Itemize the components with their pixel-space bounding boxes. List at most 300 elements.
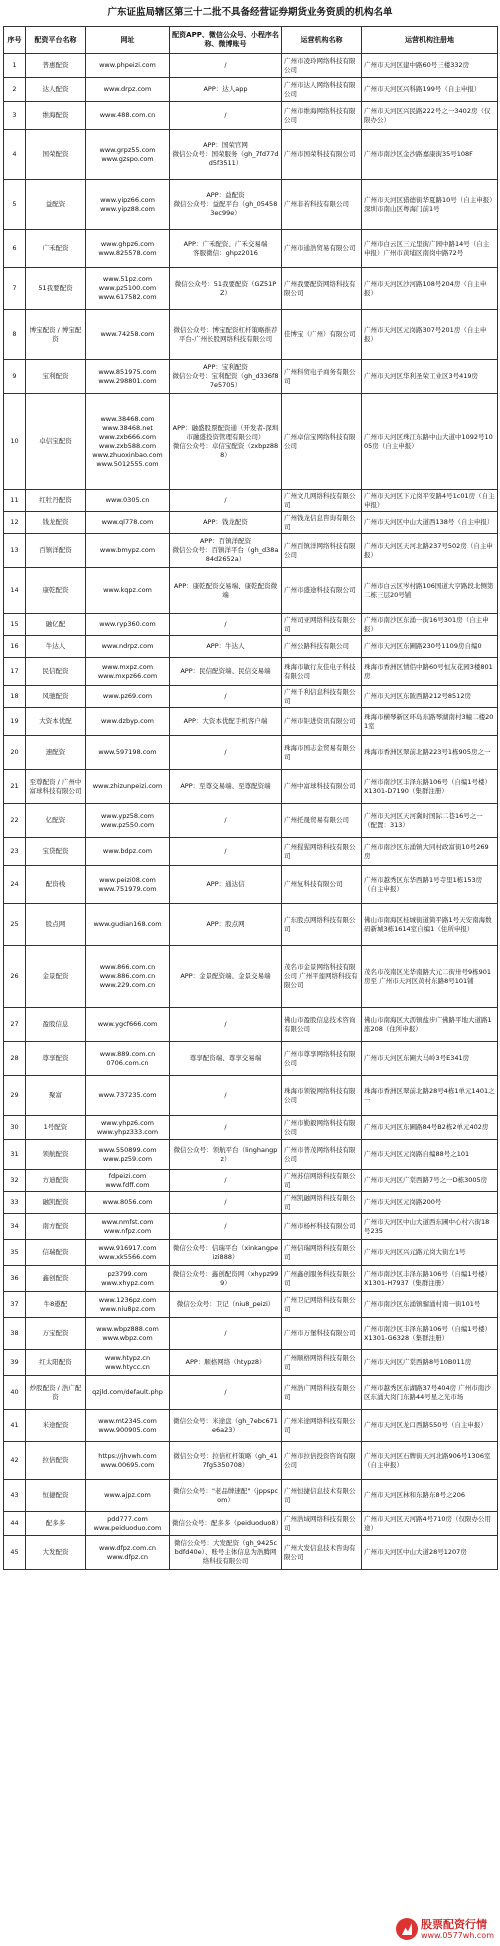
row-number: 3 [4,102,26,130]
row-addr: 广州市天河区林和东路东8号之206 [362,1480,498,1512]
table-row [4,1192,498,1214]
url-line: www.dfpz.com.cn [98,1543,157,1552]
app-line: APP：百镇洋配资 [199,537,252,545]
row-org: 广州市达人网络科技有限公司 [282,78,362,102]
row-platform: 万宝配资 [26,1318,86,1350]
url-line: pdd777.com [107,1514,148,1523]
row-addr: 广州市天河区龙口西路550号（自主申报） [362,1410,498,1442]
url-line: www.xhypz.com [101,1278,154,1287]
table-row [4,1292,498,1318]
row-platform: 拉倍配资 [26,1442,86,1480]
url-line: www.916917.com [98,1243,157,1252]
url-line: www.htycc.cn [105,1362,150,1371]
row-number: 32 [4,1170,26,1192]
row-addr: 珠海市香洲区翠前北路223号1栋905房之一 [362,736,498,770]
row-number: 33 [4,1192,26,1214]
row-platform: 牛达人 [26,636,86,658]
app-line: APP：通达信 [206,880,245,888]
url-line: www.pz5100.com [98,284,157,292]
row-number: 11 [4,490,26,512]
row-addr: 广州市南沙区金沙路嘉康街35号108F [362,130,498,180]
table-row [4,1350,498,1376]
row-addr: 广州市天河区华利圣荣工业区3号419房 [362,360,498,394]
row-app [170,686,282,708]
row-app [170,54,282,78]
app-line: 微信公众号："老品牌速配"（jppspcom） [172,1486,279,1504]
row-org: 广州市勤毅网络科技有限公司 [282,1116,362,1140]
url-line: www.yhpz333.com [96,1127,159,1136]
url-line: www.htypz.cn [104,1353,151,1362]
row-addr: 广州市天河区东陂西路212号8512房 [362,686,498,708]
row-app [170,1376,282,1410]
chart-logo-icon [396,1918,418,1940]
app-line: / [224,1198,227,1206]
row-org: 广州钱龙信息咨询有限公司 [282,512,362,534]
row-platform: 普惠配资 [26,54,86,78]
url-line: www.ndrpz.com [101,642,154,650]
row-url [86,686,170,708]
row-platform: 融亿配 [26,614,86,636]
app-line: / [224,1222,227,1230]
row-url [86,770,170,804]
table-row [4,534,498,568]
url-line: www.mxpz.com [101,662,154,671]
row-platform: 宝贷配资 [26,838,86,866]
row-number: 30 [4,1116,26,1140]
row-number: 39 [4,1350,26,1376]
row-url [86,1480,170,1512]
row-app [170,736,282,770]
app-line: 微信公众号：卓信宝配资（zxbpz888） [172,441,279,459]
row-url [86,102,170,130]
app-line: 客服微信：ghpz2016 [193,248,258,257]
row-org: 佳博宝（广州）有限公司 [282,310,362,360]
url-line: www.886.com.cn [99,972,156,980]
row-platform: 盈股信息 [26,1008,86,1042]
row-addr: 广州市天河区天河路4号710房（仅限办公用途） [362,1512,498,1536]
row-org: 珠海市敏行友佳电子科技有限公司 [282,658,362,686]
row-app [170,568,282,614]
header-no: 序号 [4,27,26,54]
row-platform: 至尊配资 / 广州中富球科技有限公司 [26,770,86,804]
row-org: 广州顺格网络科技有限公司 [282,1350,362,1376]
row-platform: 速配资 [26,736,86,770]
row-url [86,1536,170,1570]
row-org: 广州司亚网络科技有限公司 [282,614,362,636]
row-addr: 广州市天河区中山大道28号1207房 [362,1536,498,1570]
row-number: 2 [4,78,26,102]
row-org: 广州市杨杯科技有限公司 [282,1214,362,1240]
url-line: www.zxb666.com [98,432,157,441]
row-url [86,490,170,512]
url-line: www.yipz66.com [100,195,155,204]
row-addr: 广州市南沙区东涌镇大同村政富街10号269房 [362,838,498,866]
row-app [170,1442,282,1480]
row-addr: 广州市天河区中山大道西东圃中心村六街18号235 [362,1214,498,1240]
app-line: / [224,1329,227,1337]
row-number: 15 [4,614,26,636]
row-org: 珠海市领锐网络科技有限公司 [282,1076,362,1116]
header-app: 配资APP、微信公众号、小程序名称、微博账号 [170,27,282,54]
row-org: 广州我要配资网络科技有限公司 [282,268,362,310]
app-line: 微信公众号：领航平台（linghangpz） [173,1145,278,1163]
app-line: / [224,1020,227,1028]
row-url [86,804,170,838]
row-number: 37 [4,1292,26,1318]
url-line: pz3799.com [107,1269,148,1278]
table-row [4,512,498,534]
row-addr: 广州市天河区天河冀时国际二巷16号之一（配置：313） [362,804,498,838]
row-url [86,180,170,230]
row-platform: 大资本优配 [26,708,86,736]
table-row [4,1214,498,1240]
row-number: 28 [4,1042,26,1076]
table-row [4,78,498,102]
row-app [170,310,282,360]
app-line: 微信公众号：百镇洋平台（gh_d38a84d2652a） [172,546,279,563]
url-line: www.bdpz.com [102,847,153,855]
row-platform: 炒股配资 / 浩广配资 [26,1376,86,1410]
row-org: 广州市万堡科技有限公司 [282,1318,362,1350]
url-line: www.51pz.com [102,275,153,283]
row-url [86,904,170,946]
row-app [170,614,282,636]
row-url [86,838,170,866]
row-url [86,394,170,490]
row-url [86,230,170,268]
row-addr: 广州市天河区石牌街天河北路906号1306室（自主申报） [362,1442,498,1480]
row-url [86,1350,170,1376]
row-org: 广州市盛途科技有限公司 [282,568,362,614]
app-line: 微信公众号：鑫创配资网（xhypz999） [172,1269,279,1287]
institution-table [3,26,498,1570]
row-platform: 尊享配资 [26,1042,86,1076]
row-app [170,866,282,904]
table-body [4,54,498,1570]
row-addr: 佛山市南海区桂城街道简平路1号天安南海数码新城3栋1614室自编1（住所申报） [362,904,498,946]
table-row [4,268,498,310]
row-app [170,1214,282,1240]
row-org: 广州卫记网络科技有限公司 [282,1292,362,1318]
url-line: www.229.com.cn [99,981,156,989]
app-line: / [224,61,227,69]
row-org: 广州科贸电子商务有限公司 [282,360,362,394]
table-row [4,636,498,658]
url-line: www.550899.com [98,1145,157,1154]
row-app [170,946,282,1008]
url-line: www.phpeizi.com [99,61,156,69]
row-url [86,1266,170,1292]
row-addr: 广州市天河区广棠西路7号之一D栋3005房 [362,1170,498,1192]
row-number: 16 [4,636,26,658]
row-url [86,866,170,904]
row-url [86,310,170,360]
app-line: 微信公众号：大发配资（gh_9425cbdfd40e）、账号主体信息为浩腾网络科技有限公司 [173,1539,278,1565]
row-addr: 广州市越秀区东湖路37号404房 广州市南沙区东涌大岗门东路44号星之光市场 [362,1376,498,1410]
row-number: 14 [4,568,26,614]
row-platform: 鑫创配资 [26,1266,86,1292]
row-number: 17 [4,658,26,686]
row-app [170,1350,282,1376]
url-line: www.866.com.cn [99,963,156,971]
row-url [86,78,170,102]
table-row [4,1116,498,1140]
app-line: / [224,816,227,824]
row-app [170,1292,282,1318]
url-line: www.yipz88.com [100,204,155,213]
row-app [170,1410,282,1442]
app-line: / [224,111,227,119]
url-line: www.mxpz66.com [97,671,158,680]
row-platform: 维海配资 [26,102,86,130]
table-row [4,1318,498,1350]
row-addr: 广州市天河区珠江东路中山大道中1092号1005房（自主申报） [362,394,498,490]
row-org: 广州中富球科技有限公司 [282,770,362,804]
row-addr: 广州市天河区元岗路200号 [362,1192,498,1214]
row-app [170,130,282,180]
table-row [4,1240,498,1266]
row-org: 广州托晟贸易有限公司 [282,804,362,838]
row-platform: 风驰配资 [26,686,86,708]
row-addr: 广州市天河区广棠西路8号10B011房 [362,1350,498,1376]
row-number: 9 [4,360,26,394]
row-addr: 广州市天河区中山大道西138号（自主申报） [362,512,498,534]
table-row [4,1170,498,1192]
row-number: 27 [4,1008,26,1042]
row-number: 1 [4,54,26,78]
row-url [86,534,170,568]
url-line: www.grpz55.com [99,145,156,154]
row-org: 广州复科技有限公司 [282,866,362,904]
row-platform: 股点网 [26,904,86,946]
row-app [170,78,282,102]
row-org: 广州苏信网络科技有限公司 [282,1170,362,1192]
row-addr: 广州市天河区建中路60号三楼332房 [362,54,498,78]
row-addr: 广州市南沙区丰泽东路106号（自编1号楼）X1301-D7190（集群注册） [362,770,498,804]
header-addr: 运营机构注册地 [362,27,498,54]
app-line: APP：钱龙配资 [203,518,248,526]
row-addr: 广州市天河区兴民路222号之一3402房（仅限办公） [362,102,498,130]
row-number: 25 [4,904,26,946]
app-line: / [224,847,227,855]
row-app [170,1116,282,1140]
url-line: www.8056.com [102,1198,153,1206]
row-addr: 广州市天河区元岗路307号201房（自主申报） [362,310,498,360]
app-line: APP：康乾配资交易端、康乾配资微端 [173,581,278,599]
row-addr: 广州市南沙区东涌镇骝涌村南一街101号 [362,1292,498,1318]
url-line: www.38468.net [102,423,153,432]
row-url [86,708,170,736]
app-line: 微信公众号：博宝配资杠杆策略推荐平台-广州长股网络科技有限公司 [173,325,278,343]
row-addr: 广州市天河区元岗路自编88号之101 [362,1140,498,1170]
row-number: 29 [4,1076,26,1116]
row-url [86,1512,170,1536]
table-row [4,866,498,904]
row-platform: 1号配资 [26,1116,86,1140]
app-line: APP：金景配资端、金景交易端 [180,972,271,980]
row-addr: 珠海市横琴新区环岛东路琴湖南村3幢二楼201室 [362,708,498,736]
row-org: 广州浩广网络科技有限公司 [282,1376,362,1410]
row-number: 36 [4,1266,26,1292]
row-number: 23 [4,838,26,866]
row-org: 广州市普茂网络科技有限公司 [282,1140,362,1170]
row-addr: 广州市南沙区丰泽东路106号（自编1号楼）X1301-G6328（集群注册） [362,1318,498,1350]
url-line: www.298801.com [98,376,157,385]
table-row [4,1376,498,1410]
row-app [170,268,282,310]
row-platform: 民信配资 [26,658,86,686]
row-app [170,770,282,804]
row-platform: 领航配资 [26,1140,86,1170]
app-line: / [224,496,227,504]
row-org: 广州市国荣科技有限公司 [282,130,362,180]
url-line: www.pz69.com [102,692,153,700]
app-line: APP：股点网 [206,920,245,928]
row-url [86,130,170,180]
row-number: 26 [4,946,26,1008]
table-row [4,946,498,1008]
table-row [4,770,498,804]
row-platform: 米途配资 [26,1410,86,1442]
row-platform: 融凯配资 [26,1192,86,1214]
row-url [86,658,170,686]
app-line: APP：融盛股票配资通（开发者-深圳市融盛投资管理有限公司） [172,423,279,441]
app-line: 微信公众号：国荣服务（gh_7fd77dd5f3511） [172,150,279,167]
url-line: qzjld.com/default.php [92,1388,163,1396]
row-platform: 博宝配资 / 博宝配资 [26,310,86,360]
app-line: / [224,1091,227,1099]
url-line: www.xk5566.com [98,1252,157,1261]
row-addr: 广州市天河区东圃路230号1109房自编0 [362,636,498,658]
row-platform: 方迪配资 [26,1170,86,1192]
app-line: APP：顺格网络（htypz8） [185,1358,266,1366]
table-row [4,54,498,78]
row-number: 12 [4,512,26,534]
row-url [86,1376,170,1410]
url-line: www.1236pz.com [98,1295,157,1304]
url-line: www.ajpz.com [104,1491,151,1499]
page-title: 广东证监局辖区第三十二批不具备经营证券期货业务资质的机构名单 [107,7,393,18]
url-line: www.825578.com [98,248,157,257]
row-number: 7 [4,268,26,310]
row-addr: 广州市天河区东圃大马岭3号E341房 [362,1042,498,1076]
app-line: APP：国荣官网 [203,141,248,149]
row-platform: 聚富 [26,1076,86,1116]
table-row [4,1442,498,1480]
row-org: 佛山市盈股信息技术咨询有限公司 [282,1008,362,1042]
row-app [170,360,282,394]
row-platform: 国荣配资 [26,130,86,180]
url-line: www.ryp360.com [99,620,156,628]
row-app [170,658,282,686]
row-org: 茂名市金景网络科技有限公司 广州平莲网络科技有限公司 [282,946,362,1008]
app-line: APP：益配资 [206,191,245,199]
app-line: 微信公众号：拉倍杠杆策略（gh_417fg5350708） [173,1451,278,1469]
row-org: 广州恒捷信息技术有限公司 [282,1480,362,1512]
row-org: 广州公路科技有限公司 [282,636,362,658]
row-app [170,180,282,230]
watermark [396,1918,494,1940]
row-platform: 广禾配资 [26,230,86,268]
row-platform: 51我要配资 [26,268,86,310]
url-line: www.889.com.cn [99,1049,156,1058]
url-line: www.ygcf666.com [97,1020,158,1028]
url-line: www.zhizunpeizi.com [92,782,163,790]
app-line: APP：广禾配资、广禾交易端 [183,239,268,248]
table-row [4,1410,498,1442]
row-number: 6 [4,230,26,268]
row-url [86,568,170,614]
row-number: 13 [4,534,26,568]
url-line: www.zhuoxinbao.com [92,450,163,459]
row-platform: 达人配资 [26,78,86,102]
row-org: 广州百镇洋网络科技有限公司 [282,534,362,568]
row-addr: 佛山市南海区大沥镇盐步广佛路平地大道路1座208（住所申报） [362,1008,498,1042]
row-app [170,1512,282,1536]
row-platform: 红太阳配资 [26,1350,86,1376]
row-addr: 广州市白云区三元里街广园中路14号（自主申报）广州市黄埔区南岗中路72号 [362,230,498,268]
row-platform: 恒捷配资 [26,1480,86,1512]
header-url: 网址 [86,27,170,54]
url-line: www.dfpz.cn [106,1552,149,1561]
row-platform: 金景配资 [26,946,86,1008]
app-line: APP：牛达人 [206,642,245,650]
url-line: www.00695.com [100,1460,155,1469]
url-line: www.597198.com [98,748,157,756]
row-platform: 康乾配资 [26,568,86,614]
table-header-row [4,27,498,54]
row-platform: 百镇洋配资 [26,534,86,568]
url-line: www.wbpz.com [102,1333,153,1342]
table-row [4,1140,498,1170]
row-url [86,512,170,534]
row-url [86,1192,170,1214]
table-row [4,1008,498,1042]
row-addr: 广州市越秀区东华西路1号寺里1栋153房（自主申报） [362,866,498,904]
table-row [4,394,498,490]
row-app [170,708,282,736]
row-url [86,946,170,1008]
row-number: 18 [4,686,26,708]
table-row [4,490,498,512]
row-url [86,1076,170,1116]
row-number: 42 [4,1442,26,1480]
url-line: www.ql778.com [101,518,154,526]
row-platform: 宝利配资 [26,360,86,394]
row-url [86,1442,170,1480]
url-line: www.drpz.com [103,85,152,93]
row-org: 广州市维海网络科技有限公司 [282,102,362,130]
row-number: 40 [4,1376,26,1410]
table-row [4,736,498,770]
row-org: 广州文几网络科技有限公司 [282,490,362,512]
app-line: APP：宝利配资 [203,363,248,371]
table-row [4,130,498,180]
row-platform: 亿配资 [26,804,86,838]
table-row [4,180,498,230]
row-url [86,736,170,770]
table-row [4,614,498,636]
url-line: www.bmypz.com [99,546,156,554]
app-line: / [224,692,227,700]
url-line: www.900905.com [98,1425,157,1434]
row-app [170,636,282,658]
url-line: www.nmfst.com [101,1217,154,1226]
row-addr: 广州市天河区东圃路84号B2栋2单元402房 [362,1116,498,1140]
url-line: www.peiduoduo.com [93,1523,162,1532]
row-addr: 广州市天河区下元岗平安路4号1c01房（自主申报） [362,490,498,512]
row-platform: 大发配资 [26,1536,86,1570]
